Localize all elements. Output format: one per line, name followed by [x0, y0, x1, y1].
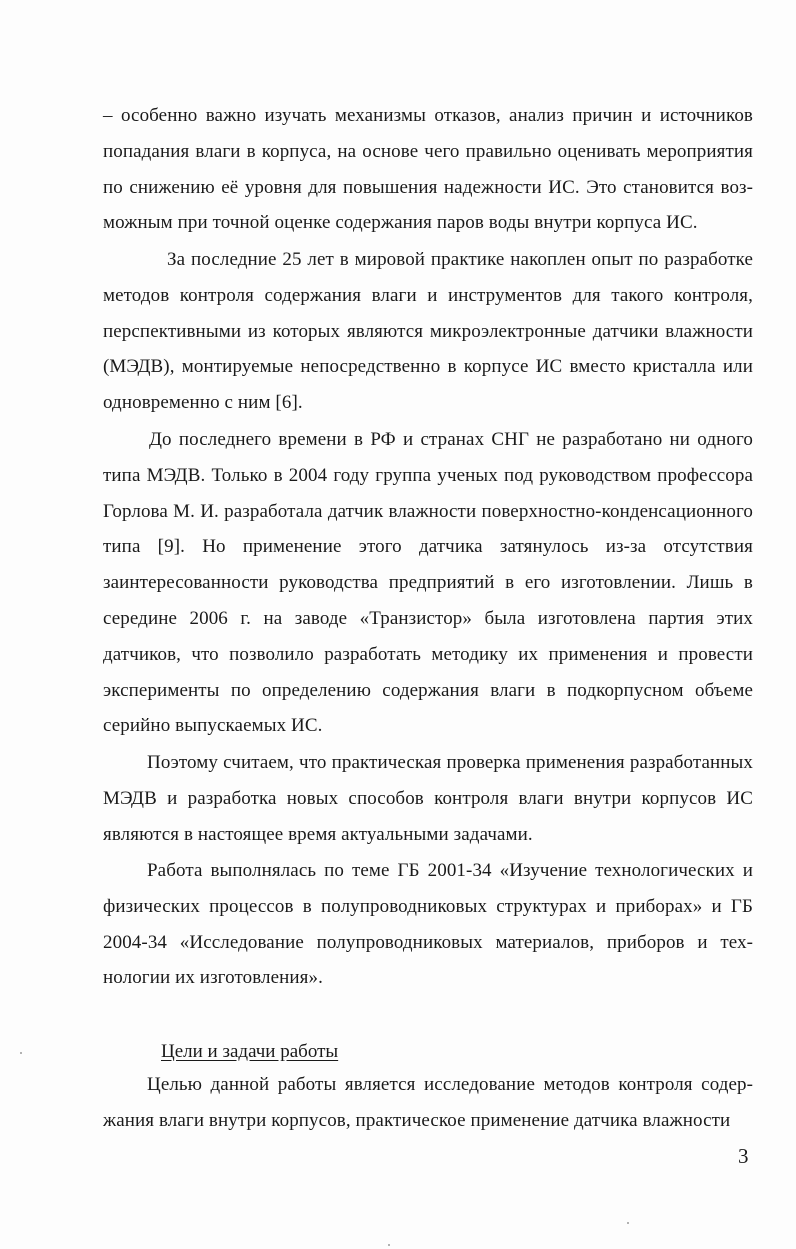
paragraph-intro-continuation	[103, 98, 753, 241]
paragraph-research-topics	[103, 853, 753, 996]
paragraph-text: Поэтому считаем, что практическая проверка применения разработанных МЭДВ и разработка новых способов контроля влаги внутри корпусов ИС являются в настоящее время актуальными задачами.	[103, 752, 753, 845]
paragraph-development-history	[103, 422, 753, 744]
paragraph-text: До последнего времени в РФ и странах СНГ не разработано ни одного типа МЭДВ. Только в 2004 году группа ученых под руководством профессора Горлова М. И. разработала датчик влажности поверхностно-конденсационного типа [9]. Но применение этого датчика затянулось из-за отсутствия заинтересованности руководства предприятий в его изготовлении. Лишь в середине 2006 г. на заводе «Транзистор» была изготовлена партия этих датчиков, что позволило разработать методику их применения и провести эксперименты по определению содержания влаги в подкорпусном объеме серийно выпускаемых ИС.	[103, 429, 753, 737]
paragraph-relevance	[103, 745, 753, 852]
paragraph-goal	[103, 1067, 753, 1139]
scan-speck	[20, 1052, 22, 1054]
scan-speck	[388, 1244, 390, 1246]
paragraph-text: – особенно важно изучать механизмы отказов, анализ причин и источников попадания влаги в корпуса, на основе чего правильно оценивать мероприятия по снижению её уровня для повышения надежности ИС. Это становится возможным при точной оценке содержания паров воды внутри корпуса ИС.	[103, 105, 753, 234]
paragraph-text: За последние 25 лет в мировой практике накоплен опыт по разработке методов контроля содержания влаги и инструментов для такого контроля, перспективными из которых являются микроэлектронные датчики влажности (МЭДВ), монтируемые непосредственно в корпусе ИС вместо кристалла или одновременно с ним [6].	[103, 249, 753, 414]
section-heading: Цели и задачи работы	[161, 1041, 339, 1062]
page-number: 3	[738, 1144, 749, 1168]
paragraph-text: Целью данной работы является исследование методов контроля содержания влаги внутри корпусов, практическое применение датчика влажности	[103, 1074, 753, 1131]
paragraph-text: Работа выполнялась по теме ГБ 2001-34 «Изучение технологических и физических процессов в полупроводниковых структурах и приборах» и ГБ 2004-34 «Исследование полупроводниковых материалов, приборов и технологии их изготовления».	[103, 860, 753, 989]
scan-speck	[627, 1222, 629, 1224]
paragraph-moisture-sensors	[103, 242, 753, 421]
